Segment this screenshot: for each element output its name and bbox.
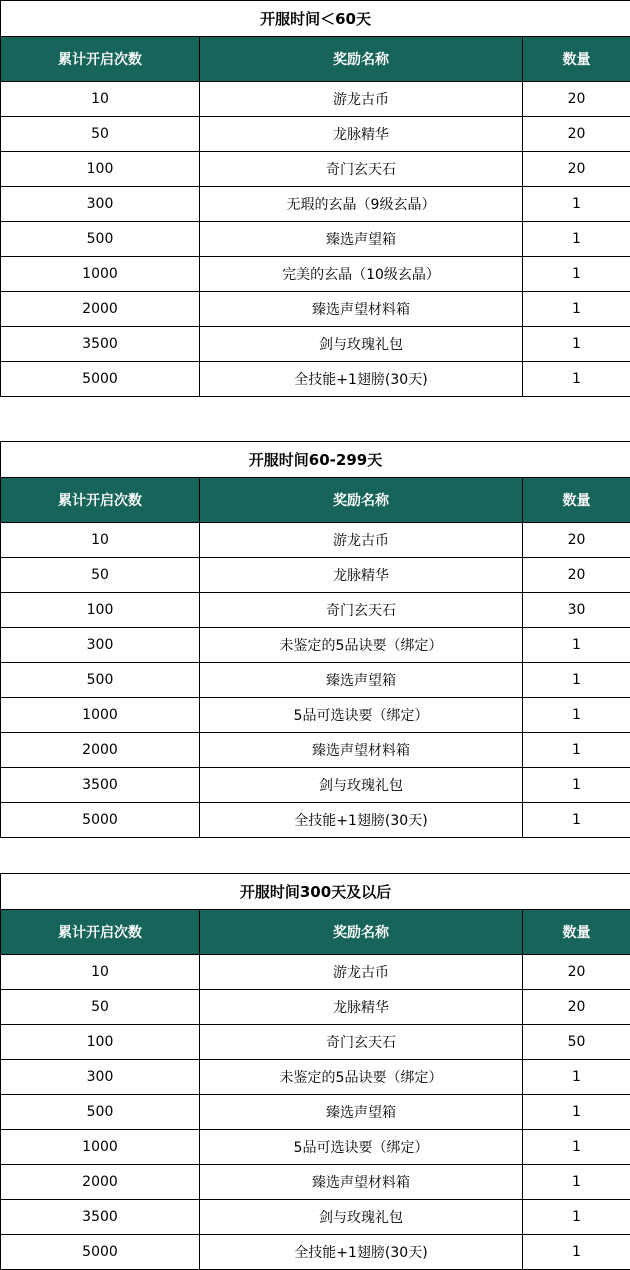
cell-open-count: 300 xyxy=(1,187,200,222)
table-title-row xyxy=(1,874,630,910)
cell-reward-name: 游龙古币 xyxy=(200,955,523,990)
cell-open-count: 5000 xyxy=(1,1235,200,1270)
cell-open-count: 1000 xyxy=(1,1130,200,1165)
table-row xyxy=(1,257,630,292)
cell-reward-name: 臻选声望箱 xyxy=(200,222,523,257)
cell-reward-name: 未鉴定的5品诀要（绑定） xyxy=(200,628,523,663)
cell-quantity: 20 xyxy=(523,558,630,593)
table-row xyxy=(1,768,630,803)
table-row xyxy=(1,558,630,593)
cell-open-count: 100 xyxy=(1,152,200,187)
table-row xyxy=(1,1095,630,1130)
table-title: 开服时间300天及以后 xyxy=(1,874,630,910)
cell-open-count: 300 xyxy=(1,1060,200,1095)
cell-open-count: 10 xyxy=(1,82,200,117)
cell-reward-name: 剑与玫瑰礼包 xyxy=(200,327,523,362)
cell-reward-name: 奇门玄天石 xyxy=(200,1025,523,1060)
cell-open-count: 3500 xyxy=(1,327,200,362)
cell-open-count: 100 xyxy=(1,593,200,628)
cell-quantity: 1 xyxy=(523,803,630,838)
cell-reward-name: 龙脉精华 xyxy=(200,117,523,152)
table-row xyxy=(1,1165,630,1200)
reward-table xyxy=(0,873,630,1270)
table-row xyxy=(1,733,630,768)
cell-open-count: 500 xyxy=(1,663,200,698)
cell-reward-name: 剑与玫瑰礼包 xyxy=(200,768,523,803)
cell-reward-name: 龙脉精华 xyxy=(200,990,523,1025)
table-row xyxy=(1,1130,630,1165)
cell-quantity: 20 xyxy=(523,955,630,990)
header-quantity: 数量 xyxy=(523,478,630,523)
cell-quantity: 1 xyxy=(523,362,630,397)
cell-quantity: 20 xyxy=(523,990,630,1025)
cell-quantity: 1 xyxy=(523,257,630,292)
header-count: 累计开启次数 xyxy=(1,910,200,955)
cell-reward-name: 完美的玄晶（10级玄晶） xyxy=(200,257,523,292)
cell-open-count: 2000 xyxy=(1,1165,200,1200)
cell-quantity: 20 xyxy=(523,117,630,152)
cell-open-count: 5000 xyxy=(1,362,200,397)
table-row xyxy=(1,1200,630,1235)
cell-reward-name: 全技能+1翅膀(30天) xyxy=(200,362,523,397)
table-row xyxy=(1,955,630,990)
reward-table xyxy=(0,0,630,397)
cell-quantity: 20 xyxy=(523,523,630,558)
cell-reward-name: 未鉴定的5品诀要（绑定） xyxy=(200,1060,523,1095)
cell-open-count: 50 xyxy=(1,990,200,1025)
cell-quantity: 1 xyxy=(523,733,630,768)
cell-open-count: 5000 xyxy=(1,803,200,838)
cell-quantity: 1 xyxy=(523,698,630,733)
table-row xyxy=(1,82,630,117)
cell-reward-name: 臻选声望箱 xyxy=(200,663,523,698)
cell-quantity: 30 xyxy=(523,593,630,628)
table-row xyxy=(1,698,630,733)
cell-reward-name: 无瑕的玄晶（9级玄晶） xyxy=(200,187,523,222)
cell-quantity: 1 xyxy=(523,1060,630,1095)
cell-quantity: 50 xyxy=(523,1025,630,1060)
cell-quantity: 1 xyxy=(523,222,630,257)
cell-open-count: 10 xyxy=(1,523,200,558)
cell-reward-name: 游龙古币 xyxy=(200,523,523,558)
cell-quantity: 1 xyxy=(523,663,630,698)
header-count: 累计开启次数 xyxy=(1,478,200,523)
cell-reward-name: 全技能+1翅膀(30天) xyxy=(200,1235,523,1270)
cell-quantity: 1 xyxy=(523,1235,630,1270)
cell-reward-name: 龙脉精华 xyxy=(200,558,523,593)
table-title-row xyxy=(1,442,630,478)
cell-reward-name: 臻选声望箱 xyxy=(200,1095,523,1130)
cell-reward-name: 臻选声望材料箱 xyxy=(200,1165,523,1200)
cell-reward-name: 臻选声望材料箱 xyxy=(200,733,523,768)
cell-open-count: 2000 xyxy=(1,292,200,327)
table-header-row xyxy=(1,910,630,955)
table-row xyxy=(1,222,630,257)
table-title-row xyxy=(1,1,630,37)
table-row xyxy=(1,663,630,698)
cell-open-count: 2000 xyxy=(1,733,200,768)
table-row xyxy=(1,362,630,397)
reward-table xyxy=(0,441,630,838)
table-header-row xyxy=(1,478,630,523)
cell-open-count: 500 xyxy=(1,222,200,257)
table-row xyxy=(1,1235,630,1270)
table-row xyxy=(1,593,630,628)
cell-reward-name: 5品可选诀要（绑定） xyxy=(200,1130,523,1165)
header-reward-name: 奖励名称 xyxy=(200,910,523,955)
cell-reward-name: 剑与玫瑰礼包 xyxy=(200,1200,523,1235)
header-reward-name: 奖励名称 xyxy=(200,37,523,82)
table-row xyxy=(1,117,630,152)
cell-quantity: 1 xyxy=(523,768,630,803)
cell-open-count: 500 xyxy=(1,1095,200,1130)
cell-quantity: 1 xyxy=(523,292,630,327)
cell-quantity: 1 xyxy=(523,1200,630,1235)
table-header-row xyxy=(1,37,630,82)
table-row xyxy=(1,1025,630,1060)
cell-open-count: 1000 xyxy=(1,257,200,292)
cell-reward-name: 奇门玄天石 xyxy=(200,152,523,187)
cell-open-count: 50 xyxy=(1,117,200,152)
cell-reward-name: 游龙古币 xyxy=(200,82,523,117)
table-row xyxy=(1,803,630,838)
cell-reward-name: 5品可选诀要（绑定） xyxy=(200,698,523,733)
cell-open-count: 3500 xyxy=(1,1200,200,1235)
header-reward-name: 奖励名称 xyxy=(200,478,523,523)
cell-reward-name: 奇门玄天石 xyxy=(200,593,523,628)
cell-open-count: 300 xyxy=(1,628,200,663)
table-row xyxy=(1,523,630,558)
header-count: 累计开启次数 xyxy=(1,37,200,82)
cell-quantity: 1 xyxy=(523,1095,630,1130)
cell-quantity: 20 xyxy=(523,82,630,117)
table-row xyxy=(1,990,630,1025)
cell-quantity: 1 xyxy=(523,1165,630,1200)
table-row xyxy=(1,327,630,362)
cell-open-count: 1000 xyxy=(1,698,200,733)
cell-quantity: 1 xyxy=(523,327,630,362)
header-quantity: 数量 xyxy=(523,910,630,955)
table-row xyxy=(1,628,630,663)
table-row xyxy=(1,187,630,222)
cell-open-count: 100 xyxy=(1,1025,200,1060)
cell-open-count: 10 xyxy=(1,955,200,990)
cell-quantity: 1 xyxy=(523,628,630,663)
table-row xyxy=(1,292,630,327)
table-row xyxy=(1,1060,630,1095)
cell-reward-name: 全技能+1翅膀(30天) xyxy=(200,803,523,838)
cell-open-count: 50 xyxy=(1,558,200,593)
header-quantity: 数量 xyxy=(523,37,630,82)
cell-quantity: 1 xyxy=(523,187,630,222)
cell-reward-name: 臻选声望材料箱 xyxy=(200,292,523,327)
cell-open-count: 3500 xyxy=(1,768,200,803)
cell-quantity: 20 xyxy=(523,152,630,187)
table-title: 开服时间＜60天 xyxy=(1,1,630,37)
cell-quantity: 1 xyxy=(523,1130,630,1165)
table-title: 开服时间60-299天 xyxy=(1,442,630,478)
table-row xyxy=(1,152,630,187)
